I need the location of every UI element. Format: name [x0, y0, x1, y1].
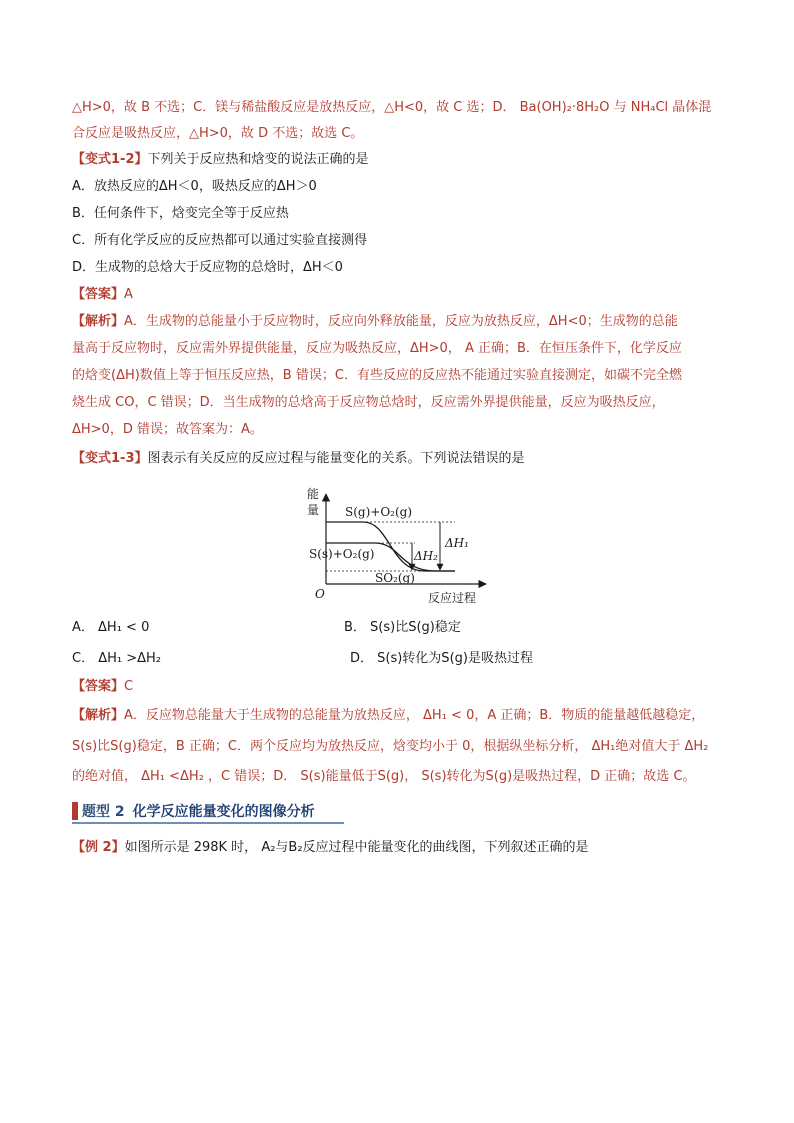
section-title: 化学反应能量变化的图像分析: [132, 804, 315, 820]
product-label: SO₂(g): [375, 571, 415, 585]
q12-analysis-line-4: 烧生成 CO，C 错误；D．当生成物的总焓高于反应物总焓时，反应需外界提供能量，反应为吸热反应，: [72, 395, 665, 410]
intro-line-1: △H>0，故 B 不选；C．镁与稀盐酸反应是放热反应，△H<0，故 C 选；D． Ba(OH)₂·8H₂O 与 NH₄Cl 晶体混: [72, 100, 712, 115]
q12-stem-line: [72, 150, 369, 170]
section-number: 题型 2: [82, 804, 125, 820]
q13-option-b: B． S(s)比S(g)稳定: [344, 620, 461, 635]
q13-tag: 【变式1-3】: [72, 451, 148, 466]
q12-option-a: A．放热反应的ΔH＜0，吸热反应的ΔH＞0: [72, 179, 317, 194]
origin-label: O: [315, 587, 325, 601]
q12-answer-value: A: [124, 287, 133, 302]
q13-analysis-line-3: 的绝对值， ΔH₁ <ΔH₂ ，C 错误；D． S(s)能量低于S(g)， S(s)转化为S(g)是吸热过程，D 正确；故选 C。: [72, 769, 696, 784]
q12-answer: [72, 285, 133, 305]
q12-option-c: C．所有化学反应的反应热都可以通过实验直接测得: [72, 233, 368, 248]
y-axis-label-1: 能: [307, 487, 320, 501]
q12-analysis-tag: 【解析】: [72, 314, 125, 329]
q13-analysis-text-1: A．反应物总能量大于生成物的总能量为放热反应， ΔH₁ < 0，A 正确；B．物质的能量越低越稳定，: [124, 708, 705, 723]
q12-tag: 【变式1-2】: [72, 152, 148, 167]
q2-stem-line: [72, 838, 589, 858]
q13-option-a: A． ΔH₁ < 0: [72, 620, 150, 635]
q12-analysis-line-2: 量高于反应物时，反应需外界提供能量，反应为吸热反应，ΔH>0， A 正确；B．在恒压条件下，化学反应: [72, 341, 682, 356]
q13-answer: [72, 677, 133, 697]
upper-curve-label: S(g)+O₂(g): [345, 505, 413, 519]
q13-stem: 图表示有关反应的反应过程与能量变化的关系。下列说法错误的是: [147, 451, 525, 466]
intro-line-2: 合反应是吸热反应，△H>0，故 D 不选；故选 C。: [72, 126, 364, 141]
q12-answer-tag: 【答案】: [72, 287, 125, 302]
q13-option-c: C． ΔH₁ >ΔH₂: [72, 651, 161, 666]
q2-stem: 如图所示是 298K 时， A₂与B₂反应过程中能量变化的曲线图，下列叙述正确的是: [124, 840, 589, 855]
q13-option-d: D． S(s)转化为S(g)是吸热过程: [350, 651, 533, 666]
q13-analysis-line-1: [72, 706, 704, 726]
q13-answer-tag: 【答案】: [72, 679, 125, 694]
section-heading: [72, 800, 344, 824]
q12-option-b: B．任何条件下，焓变完全等于反应热: [72, 206, 289, 221]
q13-analysis-line-2: S(s)比S(g)稳定，B 正确；C．两个反应均为放热反应，焓变均小于 0，根据纵坐标分析， ΔH₁绝对值大于 ΔH₂: [72, 739, 709, 754]
y-axis-label-2: 量: [307, 503, 320, 517]
q13-analysis-tag: 【解析】: [72, 708, 125, 723]
dh1-label: ΔH₁: [445, 536, 469, 550]
q13-stem-line: [72, 449, 525, 469]
lower-curve-label: S(s)+O₂(g): [309, 547, 375, 561]
section-marker: [72, 802, 78, 820]
q13-answer-value: C: [124, 679, 134, 694]
x-axis-label: 反应过程: [428, 591, 477, 605]
q12-analysis-line-1: [72, 312, 678, 332]
q12-analysis-line-3: 的焓变(ΔH)数值上等于恒压反应热，B 错误；C．有些反应的反应热不能通过实验直接测定，如碳不完全燃: [72, 368, 682, 383]
dh2-label: ΔH₂: [414, 549, 438, 563]
q12-analysis-line-5: ΔH>0，D 错误；故答案为：A。: [72, 422, 263, 437]
energy-diagram: [305, 484, 495, 606]
q12-analysis-text-1: A．生成物的总能量小于反应物时，反应向外释放能量，反应为放热反应，ΔH<0；生成物的总能: [124, 314, 678, 329]
q12-stem: 下列关于反应热和焓变的说法正确的是: [147, 152, 369, 167]
q2-tag: 【例 2】: [72, 840, 125, 855]
q12-option-d: D．生成物的总焓大于反应物的总焓时，ΔH＜0: [72, 260, 343, 275]
